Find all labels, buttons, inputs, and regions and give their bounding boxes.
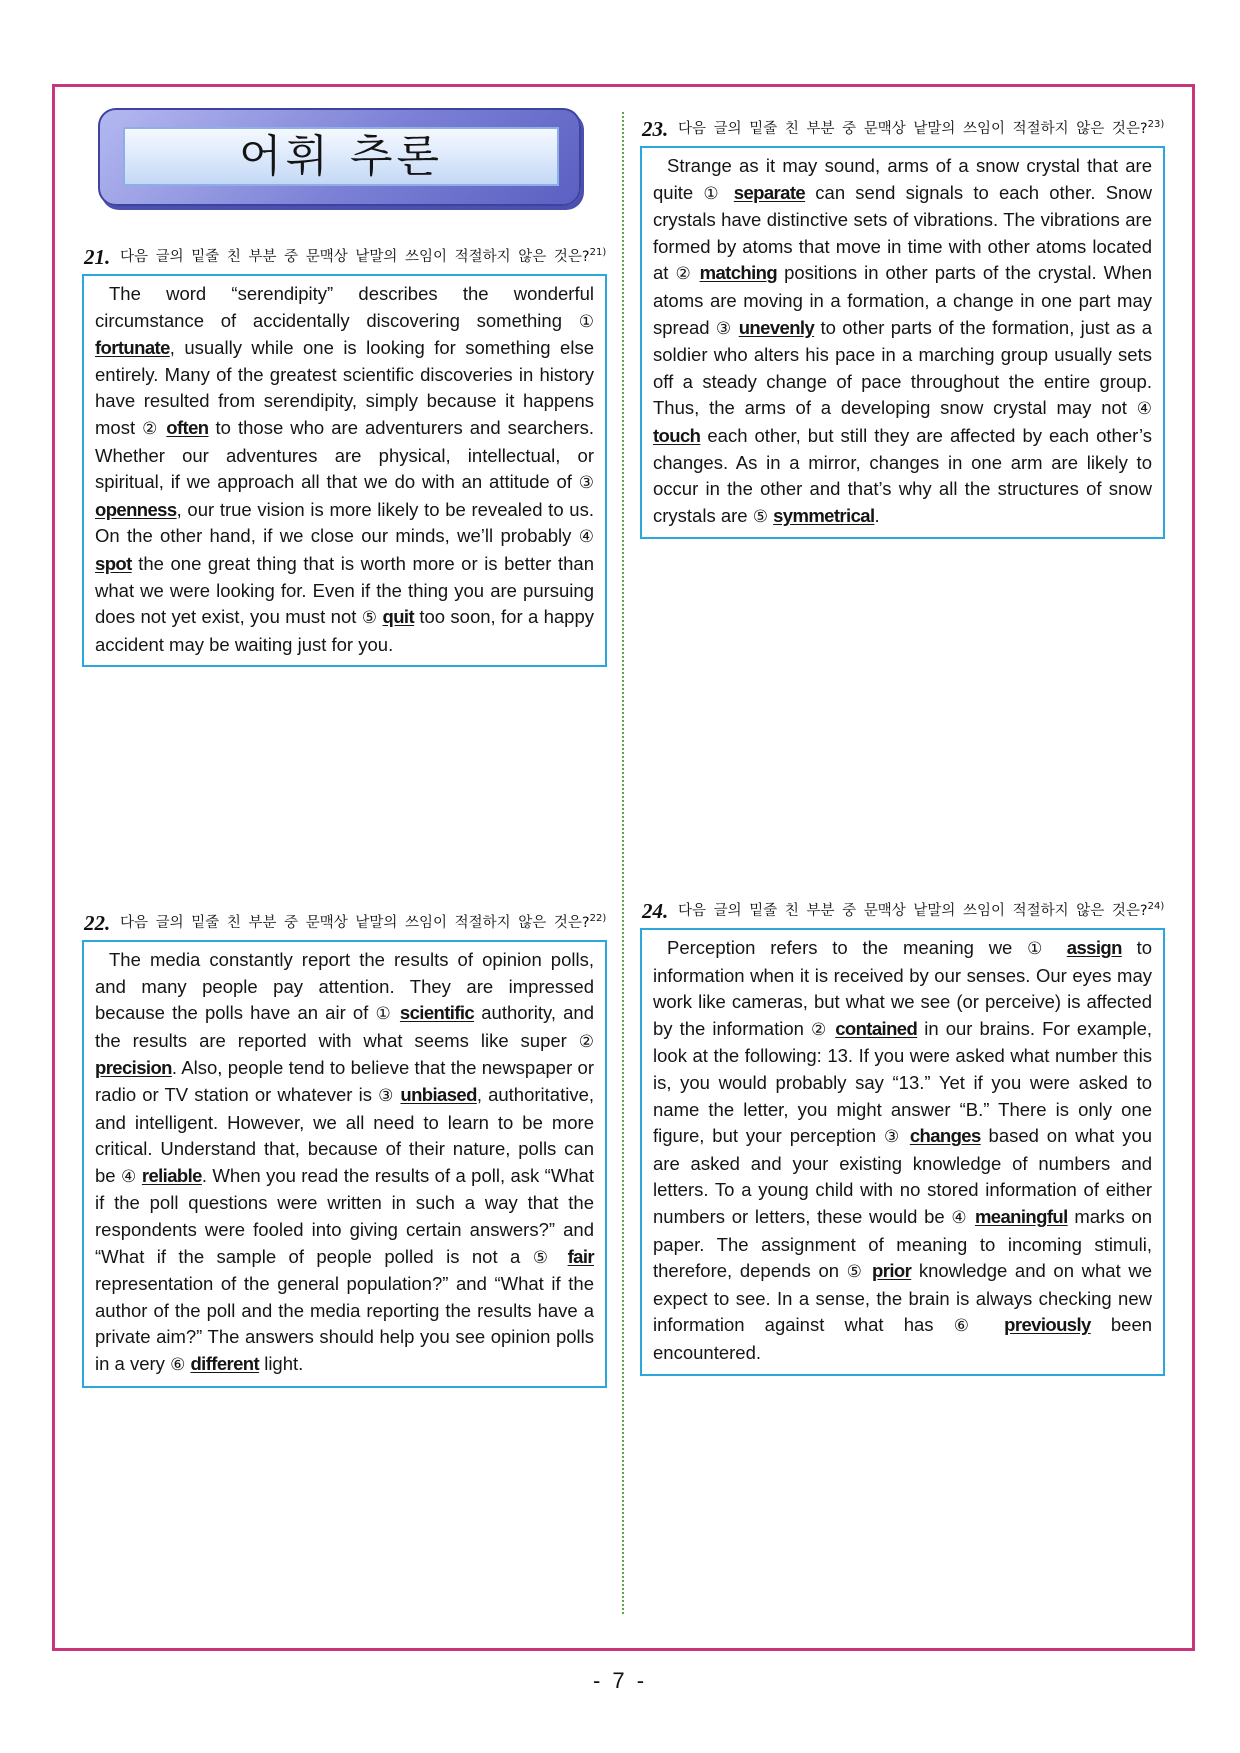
choice-number-marker: ⑥ [170, 1354, 186, 1375]
passage-box [640, 146, 1165, 539]
passage-text-segment: , authoritative, and intelligent. However, we all need to learn to be more critical. Understand that, because of their nature, polls can be [95, 1083, 595, 1186]
choice-number-marker: ② [578, 1031, 594, 1052]
footnote-ref: 21) [589, 247, 607, 259]
underlined-choice-word: fortunate [95, 337, 170, 359]
passage-text-segment: based on what you are asked and your existing knowledge of numbers and letters. To a young child with no stored information of either numbers or letters, these would be [653, 1125, 1153, 1227]
underlined-choice-word: quit [382, 606, 415, 628]
question-header [640, 118, 1165, 140]
question-header [82, 912, 607, 934]
choice-number-marker: ③ [578, 473, 594, 494]
question-prompt: 다음 글의 밑줄 친 부분 중 문맥상 낱말의 쓰임이 적절하지 않은 것은? [678, 903, 1148, 919]
passage-text-segment: too soon, for a happy accident may be waiting just for you. [95, 606, 594, 655]
underlined-choice-word: prior [872, 1260, 912, 1282]
question-number: 21. [84, 245, 111, 269]
underlined-choice-word: different [190, 1352, 260, 1374]
column-divider [622, 112, 624, 1614]
underlined-choice-word: often [166, 416, 209, 438]
underlined-choice-word: openness [95, 498, 177, 520]
question-prompt: 다음 글의 밑줄 친 부분 중 문맥상 낱말의 쓰임이 적절하지 않은 것은? [678, 121, 1148, 137]
question-21 [82, 246, 607, 667]
choice-number-marker: ② [810, 1019, 829, 1040]
underlined-choice-word: unevenly [738, 316, 815, 338]
passage-text-segment: . When you read the results of a poll, ask “What if the poll questions were written in such a way that the respondents were fooled into giving certain answers?” and “What if the sample of people polled is not a [95, 1164, 594, 1267]
choice-number-marker: ① [1027, 939, 1052, 959]
section-title: 어휘 추론 [123, 127, 559, 186]
passage-text-segment: to information when it is received by our senses. Our eyes may work like cameras, but what we see (or perceive) is affected by the information [653, 937, 1152, 1039]
choice-number-marker: ⑤ [532, 1247, 556, 1268]
question-number: 24. [642, 899, 669, 923]
underlined-choice-word: unbiased [400, 1083, 477, 1105]
question-prompt-block [678, 900, 1165, 922]
underlined-choice-word: symmetrical [773, 504, 875, 526]
choice-number-marker: ④ [1136, 399, 1152, 420]
question-24 [640, 900, 1165, 1376]
passage-text-segment: knowledge and on what we expect to see. In a sense, the brain is always checking new information against what has [653, 1260, 1152, 1336]
choice-number-marker: ② [142, 418, 160, 439]
passage-text-segment: each other, but still they are affected by each other’s changes. As in a mirror, changes in one arm are likely to occur in the other and that’s why all the structures of snow crystals are [653, 424, 1152, 526]
underlined-choice-word: scientific [399, 1002, 475, 1024]
choice-number-marker: ④ [120, 1166, 137, 1187]
choice-number-marker: ④ [951, 1207, 969, 1228]
passage-box [640, 928, 1165, 1376]
passage-text-segment: in our brains. For example, look at the following: 13. If you were asked what number this is, you would probably say “13.” Yet if you were asked to name the letter, you might answer “B.” There is only one figure, but your perception [653, 1017, 1153, 1147]
passage-text-segment: to other parts of the formation, just as a soldier who alters his pace in a marching group usually sets off a steady change of pace throughout the entire group. Thus, the arms of a developing snow crystal may not [653, 316, 1152, 419]
footnote-ref: 22) [589, 913, 607, 925]
passage-text-segment: to those who are adventurers and searchers. Whether our adventures are physical, intellectual, or spiritual, if we approach all that we do with an attitude of [95, 416, 594, 493]
choice-number-marker: ③ [378, 1085, 395, 1106]
choice-number-marker: ③ [883, 1127, 902, 1148]
passage-box [82, 274, 607, 667]
question-number: 23. [642, 117, 669, 141]
passage-text-segment: can send signals to each other. Snow crystals have distinctive sets of vibrations. The vibrations are formed by atoms that move in time with other atoms located at [653, 181, 1152, 284]
choice-number-marker: ③ [715, 318, 733, 339]
page-number: - 7 - [592, 1668, 648, 1693]
passage-text-segment: representation of the general population?” and “What if the author of the poll and the media reporting the results have a private aim?” The answers should help you see opinion polls in a very [95, 1273, 594, 1374]
passage-text-segment: the one great thing that is worth more or is better than what we were looking for. Even if the thing you are pursuing does not yet exist, you must not [95, 552, 594, 628]
passage-text-segment: The word “serendipity” describes the wonderful circumstance of accidentally discovering something [95, 283, 594, 331]
question-number: 22. [84, 911, 111, 935]
passage-text-segment: . [874, 504, 880, 526]
footnote-ref: 23) [1147, 119, 1165, 131]
underlined-choice-word: changes [909, 1125, 981, 1147]
question-prompt: 다음 글의 밑줄 친 부분 중 문맥상 낱말의 쓰임이 적절하지 않은 것은? [120, 249, 590, 265]
passage-text-segment: positions in other parts of the crystal. When atoms are moving in a formation, a change in one part may spread [653, 262, 1152, 338]
question-prompt-block [120, 246, 607, 268]
underlined-choice-word: touch [653, 424, 701, 446]
footnote-ref: 24) [1147, 901, 1165, 913]
underlined-choice-word: precision [95, 1057, 172, 1079]
underlined-choice-word: meaningful [974, 1205, 1068, 1227]
passage-text-segment: , usually while one is looking for something else entirely. Many of the greatest scientific discoveries in history have resulted from serendipity, simply because it happens most [95, 337, 594, 438]
passage-text-segment: light. [259, 1352, 304, 1374]
question-header [82, 246, 607, 268]
question-22 [82, 912, 607, 1388]
question-23 [640, 118, 1165, 539]
choice-number-marker: ① [578, 311, 594, 332]
choice-number-marker: ④ [578, 527, 594, 548]
underlined-choice-word: contained [835, 1017, 918, 1039]
choice-number-marker: ① [375, 1004, 393, 1025]
underlined-choice-word: separate [733, 181, 806, 203]
section-title-banner [98, 108, 581, 206]
question-prompt-block [120, 912, 607, 934]
underlined-choice-word: reliable [141, 1164, 202, 1186]
passage-text-segment: authority, and the results are reported with what seems like super [95, 1002, 595, 1051]
question-header [640, 900, 1165, 922]
underlined-choice-word: previously [1004, 1314, 1091, 1336]
question-prompt: 다음 글의 밑줄 친 부분 중 문맥상 낱말의 쓰임이 적절하지 않은 것은? [120, 915, 590, 931]
choice-number-marker: ⑥ [953, 1316, 984, 1337]
choice-number-marker: ⑤ [752, 506, 768, 527]
passage-text-segment: The media constantly report the results of opinion polls, and many people pay attention. They are impressed because the polls have an air of [95, 949, 594, 1024]
passage-text-segment: , our true vision is more likely to be revealed to us. On the other hand, if we close our minds, we’ll probably [95, 498, 594, 547]
passage-text-segment: Perception refers to the meaning we [667, 937, 1028, 958]
choice-number-marker: ② [675, 264, 693, 285]
passage-box [82, 940, 607, 1388]
passage-text-segment: Strange as it may sound, arms of a snow crystal that are quite [653, 155, 1152, 203]
underlined-choice-word: matching [699, 262, 778, 284]
question-prompt-block [678, 118, 1165, 140]
choice-number-marker: ① [703, 183, 724, 204]
passage-text-segment: marks on paper. The assignment of meaning to incoming stimuli, therefore, depends on [653, 1205, 1152, 1282]
choice-number-marker: ⑤ [361, 608, 378, 629]
underlined-choice-word: assign [1066, 937, 1122, 958]
passage-text-segment: . Also, people tend to believe that the newspaper or radio or TV station or whatever is [95, 1057, 594, 1105]
underlined-choice-word: fair [567, 1245, 594, 1267]
underlined-choice-word: spot [95, 552, 132, 574]
passage-text-segment: been encountered. [653, 1314, 1153, 1363]
choice-number-marker: ⑤ [846, 1262, 865, 1283]
